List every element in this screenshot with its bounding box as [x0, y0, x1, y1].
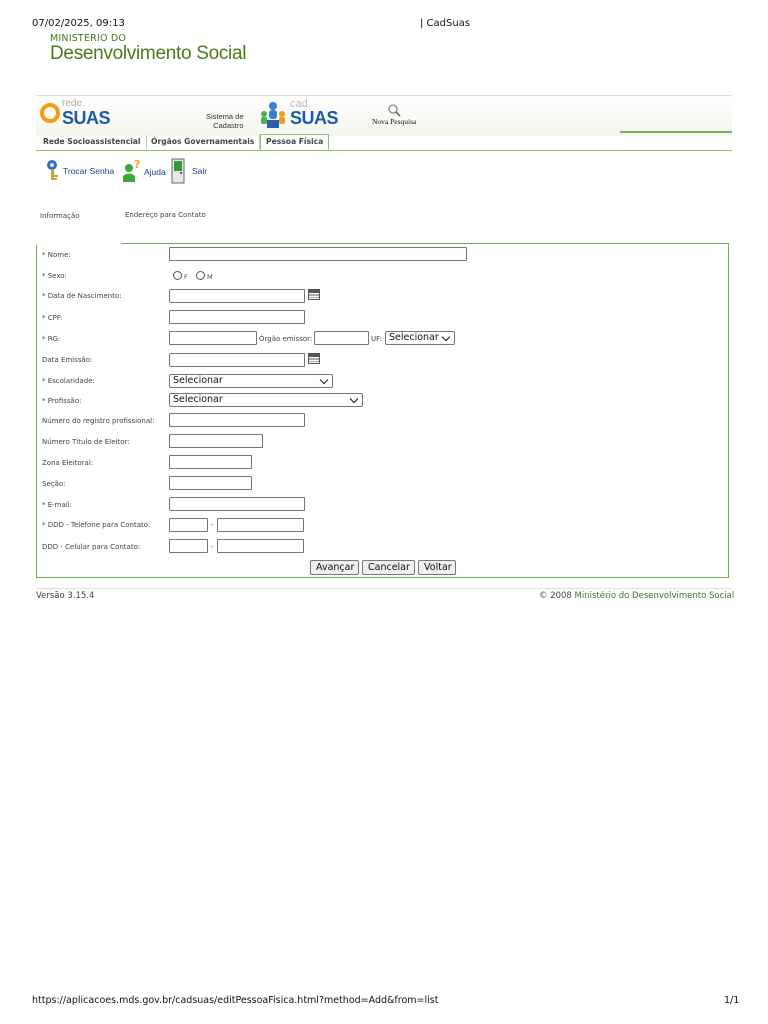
escolaridade-select-value: Selecionar [173, 375, 223, 386]
sair-link[interactable]: Sair [192, 166, 208, 176]
print-page-number: 1/1 [724, 995, 740, 1006]
profissao-select[interactable] [169, 393, 363, 407]
footer-divider [36, 588, 732, 589]
chevron-down-icon [442, 333, 450, 341]
help-person-icon[interactable] [121, 158, 143, 182]
label-uf: UF: [371, 335, 382, 343]
banner-divider [620, 131, 732, 133]
calendar-icon[interactable] [308, 289, 320, 300]
label-rg: * RG: [42, 335, 61, 343]
tab-orgaos-governamentais[interactable]: Órgãos Governamentais [146, 135, 260, 149]
sistema-line-1: Sistema de [206, 112, 244, 121]
calendar-icon[interactable] [308, 353, 320, 364]
celular-input[interactable] [217, 539, 304, 553]
print-page-title: | CadSuas [420, 18, 471, 29]
label-cpf: * CPF: [42, 314, 63, 322]
subtab-endereco-contato[interactable]: Endereço para Contato [125, 211, 206, 219]
telefone-ddd-input[interactable] [169, 518, 208, 532]
label-telefone: * DDD - Telefone para Contato: [42, 521, 151, 529]
sistema-line-2: Cadastro [213, 121, 244, 130]
active-subtab-gap [36, 242, 121, 245]
label-email: * E-mail: [42, 501, 73, 509]
rede-suas-logo-text: SUAS [62, 108, 111, 128]
copyright [539, 591, 734, 601]
label-nome: * Nome: [42, 251, 71, 259]
ajuda-link[interactable]: Ajuda [144, 167, 166, 177]
sexo-f-label: F [184, 273, 188, 281]
label-titulo-eleitor: Número Título de Eleitor: [42, 438, 130, 446]
tab-pessoa-fisica[interactable]: Pessoa Física [260, 134, 329, 150]
secao-input[interactable] [169, 476, 252, 490]
label-secao: Seção: [42, 480, 66, 488]
cancelar-button[interactable]: Cancelar [362, 560, 415, 575]
sexo-f-radio[interactable] [173, 271, 182, 280]
version-label: Versão 3.15.4 [36, 591, 95, 601]
nova-pesquisa-link[interactable]: Nova Pesquisa [372, 117, 417, 126]
voltar-button[interactable]: Voltar [418, 560, 456, 575]
subtab-informacao[interactable]: Informação [40, 212, 80, 220]
email-input[interactable] [169, 497, 305, 511]
telefone-dash: - [211, 521, 214, 529]
nome-input[interactable] [169, 247, 467, 261]
chevron-down-icon [350, 395, 358, 403]
cad-suas-people-icon [258, 100, 288, 130]
magnifier-icon[interactable] [387, 103, 401, 117]
profissao-select-value: Selecionar [173, 394, 223, 405]
label-escolaridade: * Escolaridade: [42, 377, 95, 385]
label-registro-profissional: Número do registro profissional: [42, 417, 155, 425]
cpf-input[interactable] [169, 310, 305, 324]
key-icon[interactable] [44, 158, 62, 182]
app-banner [36, 95, 732, 136]
escolaridade-select[interactable] [169, 374, 333, 388]
copyright-year: © 2008 [539, 591, 572, 601]
label-celular: DDD - Celular para Contato: [42, 543, 141, 551]
sistema-cadastro-label [206, 112, 244, 130]
label-zona-eleitoral: Zona Eleitoral: [42, 459, 94, 467]
cad-suas-logo-text: SUAS [290, 108, 339, 128]
label-data-nascimento: * Data de Nascimento: [42, 292, 122, 300]
uf-select[interactable] [385, 331, 455, 345]
trocar-senha-link[interactable]: Trocar Senha [63, 166, 115, 176]
rede-suas-logo-icon [40, 103, 60, 123]
print-datetime: 07/02/2025, 09:13 [32, 18, 125, 29]
avancar-button[interactable]: Avançar [310, 560, 359, 575]
celular-ddd-input[interactable] [169, 539, 208, 553]
chevron-down-icon [320, 376, 328, 384]
rede-suas-logo-small: rede [62, 98, 83, 109]
sexo-m-radio[interactable] [196, 271, 205, 280]
door-exit-icon[interactable] [170, 158, 186, 184]
label-data-emissao: Data Emissão: [42, 356, 93, 364]
copyright-org-link[interactable]: Ministério do Desenvolvimento Social [574, 591, 735, 601]
label-sexo: * Sexo: [42, 272, 67, 280]
label-profissao: * Profissão: [42, 397, 82, 405]
registro-profissional-input[interactable] [169, 413, 305, 427]
uf-select-value: Selecionar [389, 332, 439, 343]
data-emissao-input[interactable] [169, 353, 305, 367]
svg-text:?: ? [134, 158, 141, 171]
ministry-name: Desenvolvimento Social [50, 43, 247, 64]
sexo-m-label: M [207, 273, 213, 281]
print-url: https://aplicacoes.mds.gov.br/cadsuas/editPessoaFisica.html?method=Add&from=list [32, 995, 439, 1006]
telefone-input[interactable] [217, 518, 304, 532]
zona-eleitoral-input[interactable] [169, 455, 252, 469]
tab-rede-socioassistencial[interactable]: Rede Socioassistencial [38, 135, 147, 149]
rg-input[interactable] [169, 331, 257, 345]
data-nascimento-input[interactable] [169, 289, 305, 303]
ministry-label: MINISTERIO DO [50, 33, 127, 44]
orgao-emissor-input[interactable] [314, 331, 369, 345]
celular-dash: - [211, 543, 214, 551]
titulo-eleitor-input[interactable] [169, 434, 263, 448]
label-orgao-emissor: Órgão emissor: [259, 335, 313, 343]
cad-suas-logo-small: cad [290, 98, 308, 110]
